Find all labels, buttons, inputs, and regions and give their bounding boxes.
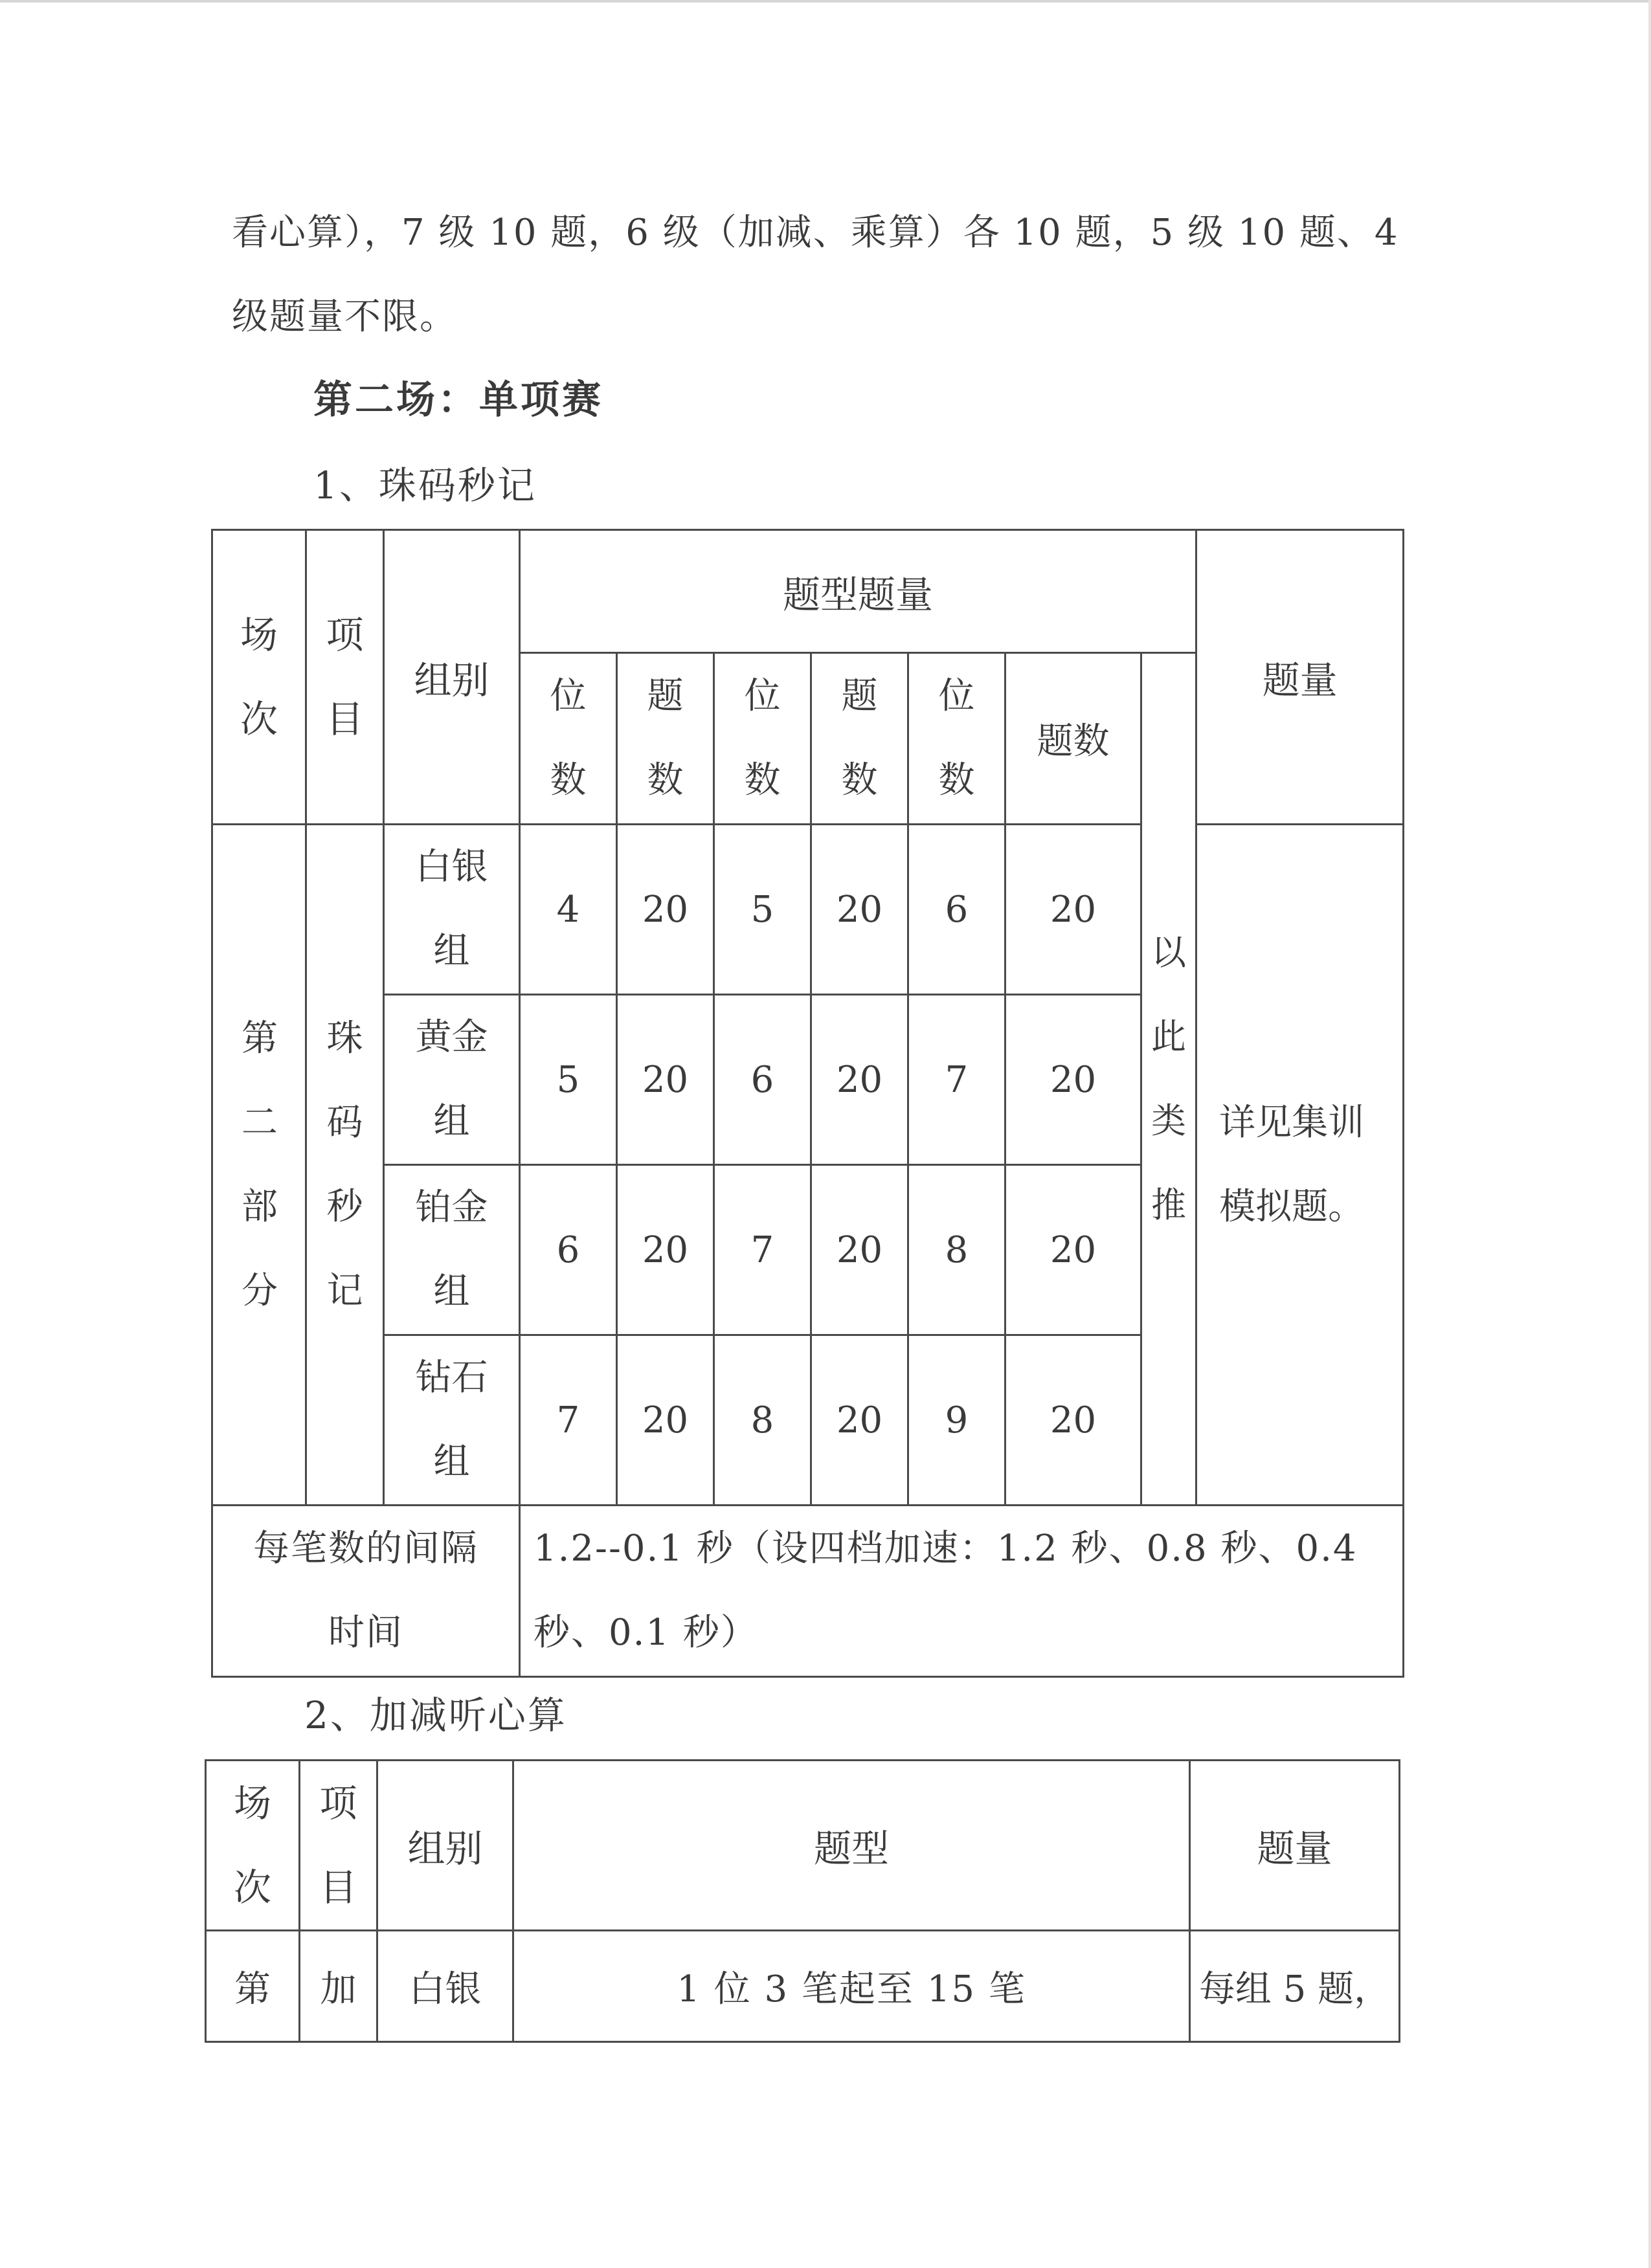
subsection-title-1: 1、珠码秒记: [313, 463, 537, 507]
cell-r1-d2: 5: [714, 825, 811, 995]
cell-r2-n3: 20: [1005, 995, 1141, 1165]
t2-header-xiangmu: 项目: [300, 1761, 377, 1931]
cell-xiangmu: 珠码秒记: [306, 825, 384, 1506]
header-weishu-2: 位数: [714, 653, 811, 825]
cell-group-2: 黄金组: [384, 995, 520, 1165]
header-tiliang: 题量: [1196, 530, 1404, 825]
t2-header-tiliang: 题量: [1190, 1761, 1400, 1931]
header-zubie: 组别: [384, 530, 520, 825]
cell-r2-n2: 20: [811, 995, 908, 1165]
scan-edge-right: [1648, 0, 1651, 2268]
cell-tiliang: 详见集训模拟题。: [1196, 825, 1404, 1506]
header-xiangmu: 项目: [306, 530, 384, 825]
cell-r3-n2: 20: [811, 1165, 908, 1335]
cell-r2-n1: 20: [617, 995, 714, 1165]
subsection-title-2: 2、加减听心算: [304, 1693, 567, 1737]
cell-yicileitui: 以此类推: [1141, 653, 1196, 1506]
table-bead-memory: [211, 529, 1404, 1678]
table-listen-calc: [205, 1759, 1400, 2043]
scan-edge-top: [0, 0, 1651, 3]
cell-r2-d1: 5: [520, 995, 617, 1165]
cell-changci: 第二部分: [212, 825, 306, 1506]
t2-cell-changci: 第: [206, 1931, 300, 2042]
header-tishu-1: 题数: [617, 653, 714, 825]
t2-cell-tiliang: 每组 5 题，: [1190, 1931, 1400, 2042]
t2-cell-xiangmu: 加: [300, 1931, 377, 2042]
header-tixing-tiliang: 题型题量: [520, 530, 1196, 653]
cell-r4-n2: 20: [811, 1335, 908, 1506]
cell-r1-d1: 4: [520, 825, 617, 995]
cell-r1-n1: 20: [617, 825, 714, 995]
cell-r3-d3: 8: [908, 1165, 1005, 1335]
cell-r1-n2: 20: [811, 825, 908, 995]
header-tishu-2: 题数: [811, 653, 908, 825]
cell-r4-d2: 8: [714, 1335, 811, 1506]
t2-header-zubie: 组别: [377, 1761, 513, 1931]
cell-group-1: 白银组: [384, 825, 520, 995]
cell-r3-d2: 7: [714, 1165, 811, 1335]
cell-r4-n1: 20: [617, 1335, 714, 1506]
paragraph-line-2: 级题量不限。: [232, 296, 457, 338]
cell-r1-d3: 6: [908, 825, 1005, 995]
cell-r4-n3: 20: [1005, 1335, 1141, 1506]
paragraph-line-1: 看心算），7 级 10 题，6 级（加减、乘算）各 10 题，5 级 10 题、4: [232, 212, 1399, 254]
cell-r3-n1: 20: [617, 1165, 714, 1335]
cell-group-4: 钻石组: [384, 1335, 520, 1506]
t2-cell-group: 白银: [377, 1931, 513, 2042]
cell-r4-d3: 9: [908, 1335, 1005, 1506]
cell-r4-d1: 7: [520, 1335, 617, 1506]
header-weishu-1: 位数: [520, 653, 617, 825]
cell-group-3: 铂金组: [384, 1165, 520, 1335]
header-tishu-3: 题数: [1005, 653, 1141, 825]
cell-r1-n3: 20: [1005, 825, 1141, 995]
t2-header-tixing: 题型: [513, 1761, 1190, 1931]
header-weishu-3: 位数: [908, 653, 1005, 825]
t2-cell-tixing: 1 位 3 笔起至 15 笔: [513, 1931, 1190, 2042]
cell-r3-d1: 6: [520, 1165, 617, 1335]
t2-header-changci: 场次: [206, 1761, 300, 1931]
cell-r2-d3: 7: [908, 995, 1005, 1165]
cell-interval-value: 1.2--0.1 秒（设四档加速：1.2 秒、0.8 秒、0.4 秒、0.1 秒）: [520, 1506, 1404, 1677]
header-changci: 场次: [212, 530, 306, 825]
cell-r2-d2: 6: [714, 995, 811, 1165]
cell-interval-label: 每笔数的间隔时间: [212, 1506, 520, 1677]
section-heading: 第二场：单项赛: [313, 377, 603, 423]
cell-r3-n3: 20: [1005, 1165, 1141, 1335]
